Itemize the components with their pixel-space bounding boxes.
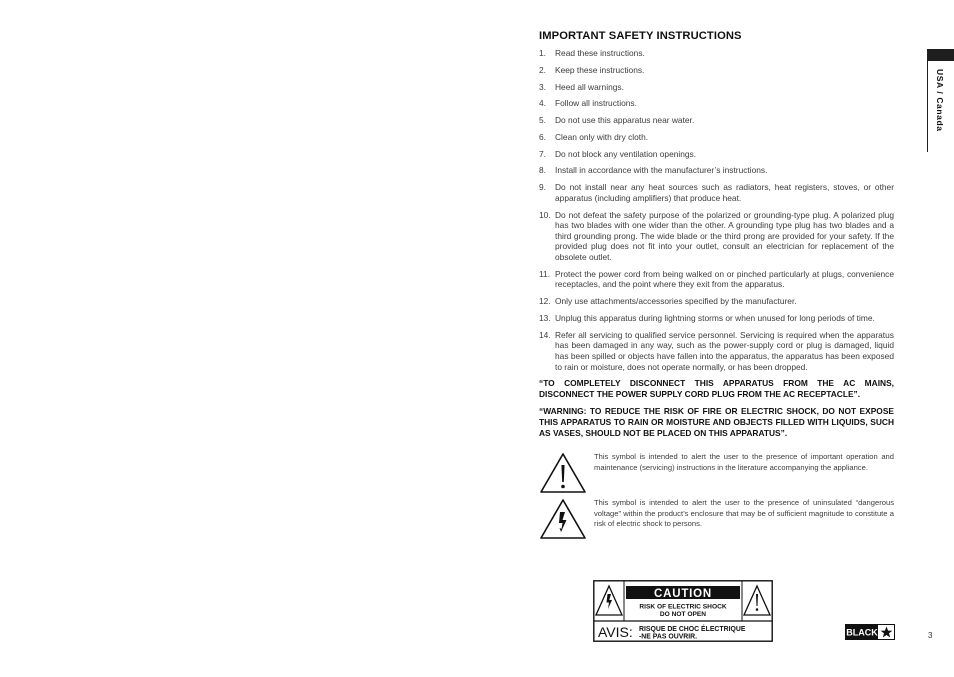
page-title: IMPORTANT SAFETY INSTRUCTIONS	[539, 30, 742, 42]
avis-line-1: RISQUE DE CHOC ÉLECTRIQUE	[639, 626, 746, 633]
avis-line-2: -NE PAS OUVRIR.	[639, 633, 698, 641]
lightning-symbol-description: This symbol is intended to alert the user to the presence of uninsulated “dangerous voltage” within the product’s enclosure that may be of sufficient magnitude to constitute a risk of electric shock to persons.	[594, 498, 894, 529]
list-item	[539, 82, 894, 93]
item-text: Do not defeat the safety purpose of the polarized or grounding-type plug. A polarized plug has two blades with one wider than the other. A grounding type plug has two blades and a third grounding prong. The wide blade or the third prong are provided for your safety. If the provided plug does not fit into your outlet, consult an electrician for replacement of the obsolete outlet.	[555, 209, 894, 262]
item-text: Protect the power cord from being walked on or pinched particularly at plugs, convenience receptacles, and the point where they exit from the apparatus.	[555, 268, 894, 290]
item-text: Do not use this apparatus near water.	[555, 115, 695, 126]
list-item	[539, 330, 894, 372]
side-tab-label-wrap	[928, 69, 952, 149]
item-text: Only use attachments/accessories specified by the manufacturer.	[555, 296, 797, 307]
list-item	[539, 296, 894, 307]
list-item	[539, 313, 894, 324]
item-text: Refer all servicing to qualified service personnel. Servicing is required when the apparatus has been damaged in any way, such as the power-supply cord or plug is damaged, liquid has been spilled or objects have fallen into the apparatus, the apparatus has been exposed to rain or moisture, does not operate normally, or has been dropped.	[555, 329, 894, 372]
item-number: 7.	[539, 148, 546, 159]
lightning-triangle-icon	[539, 498, 587, 540]
item-text: Unplug this apparatus during lightning storms or when unused for long periods of time.	[555, 312, 875, 323]
item-number: 4.	[539, 98, 546, 109]
list-item	[539, 115, 894, 126]
fire-warning: “WARNING: TO REDUCE THE RISK OF FIRE OR ELECTRIC SHOCK, DO NOT EXPOSE THIS APPARATUS TO RAIN OR MOISTURE AND OBJECTS FILLED WITH LIQUIDS, SUCH AS VASES, SHOULD NOT BE PLACED ON THIS APPARATUS”.	[539, 406, 894, 438]
item-number: 5.	[539, 115, 546, 126]
item-number: 9.	[539, 182, 546, 193]
item-number: 14.	[539, 329, 551, 340]
logo-text: BLACK	[846, 627, 878, 638]
item-text: Keep these instructions.	[555, 64, 645, 75]
safety-instructions-section	[539, 30, 894, 542]
caution-title: CAUTION	[654, 587, 712, 600]
list-item	[539, 182, 894, 203]
avis-label: AVIS:	[598, 624, 633, 640]
item-text: Heed all warnings.	[555, 81, 624, 92]
item-number: 1.	[539, 48, 546, 58]
list-item	[539, 65, 894, 76]
side-tab-label: USA / Canada	[935, 69, 945, 132]
item-text: Clean only with dry cloth.	[555, 131, 649, 142]
blackstar-logo	[845, 624, 895, 645]
exclamation-symbol-row	[539, 452, 894, 496]
item-number: 11.	[539, 268, 551, 279]
list-item	[539, 269, 894, 290]
item-text: Install in accordance with the manufacturer’s instructions.	[555, 165, 768, 176]
disconnect-warning: “TO COMPLETELY DISCONNECT THIS APPARATUS FROM THE AC MAINS, DISCONNECT THE POWER SUPPLY CORD PLUG FROM THE AC RECEPTACLE”.	[539, 378, 894, 399]
item-text: Follow all instructions.	[555, 98, 637, 109]
page-number: 3	[928, 631, 933, 640]
list-item	[539, 149, 894, 160]
lightning-symbol-row	[539, 498, 894, 542]
item-number: 12.	[539, 296, 551, 307]
list-item	[539, 165, 894, 176]
item-number: 3.	[539, 81, 546, 92]
caution-line-1: RISK OF ELECTRIC SHOCK	[639, 603, 727, 611]
item-number: 6.	[539, 131, 546, 142]
item-text: Read these instructions.	[555, 48, 645, 58]
caution-label	[593, 580, 773, 642]
list-item	[539, 132, 894, 143]
instruction-list	[539, 48, 894, 372]
exclamation-symbol-description: This symbol is intended to alert the user to the presence of important operation and maintenance (servicing) instructions in the literature accompanying the appliance.	[594, 452, 894, 472]
item-number: 2.	[539, 64, 546, 75]
list-item	[539, 48, 894, 59]
item-text: Do not install near any heat sources such as radiators, heat registers, stoves, or other apparatus (including amplifiers) that produce heat.	[555, 182, 894, 203]
exclamation-triangle-icon	[539, 452, 587, 494]
item-number: 13.	[539, 312, 551, 323]
item-text: Do not block any ventilation openings.	[555, 148, 697, 159]
item-number: 10.	[539, 209, 551, 220]
list-item	[539, 210, 894, 263]
item-number: 8.	[539, 165, 546, 176]
list-item	[539, 98, 894, 109]
caution-line-2: DO NOT OPEN	[659, 611, 707, 618]
